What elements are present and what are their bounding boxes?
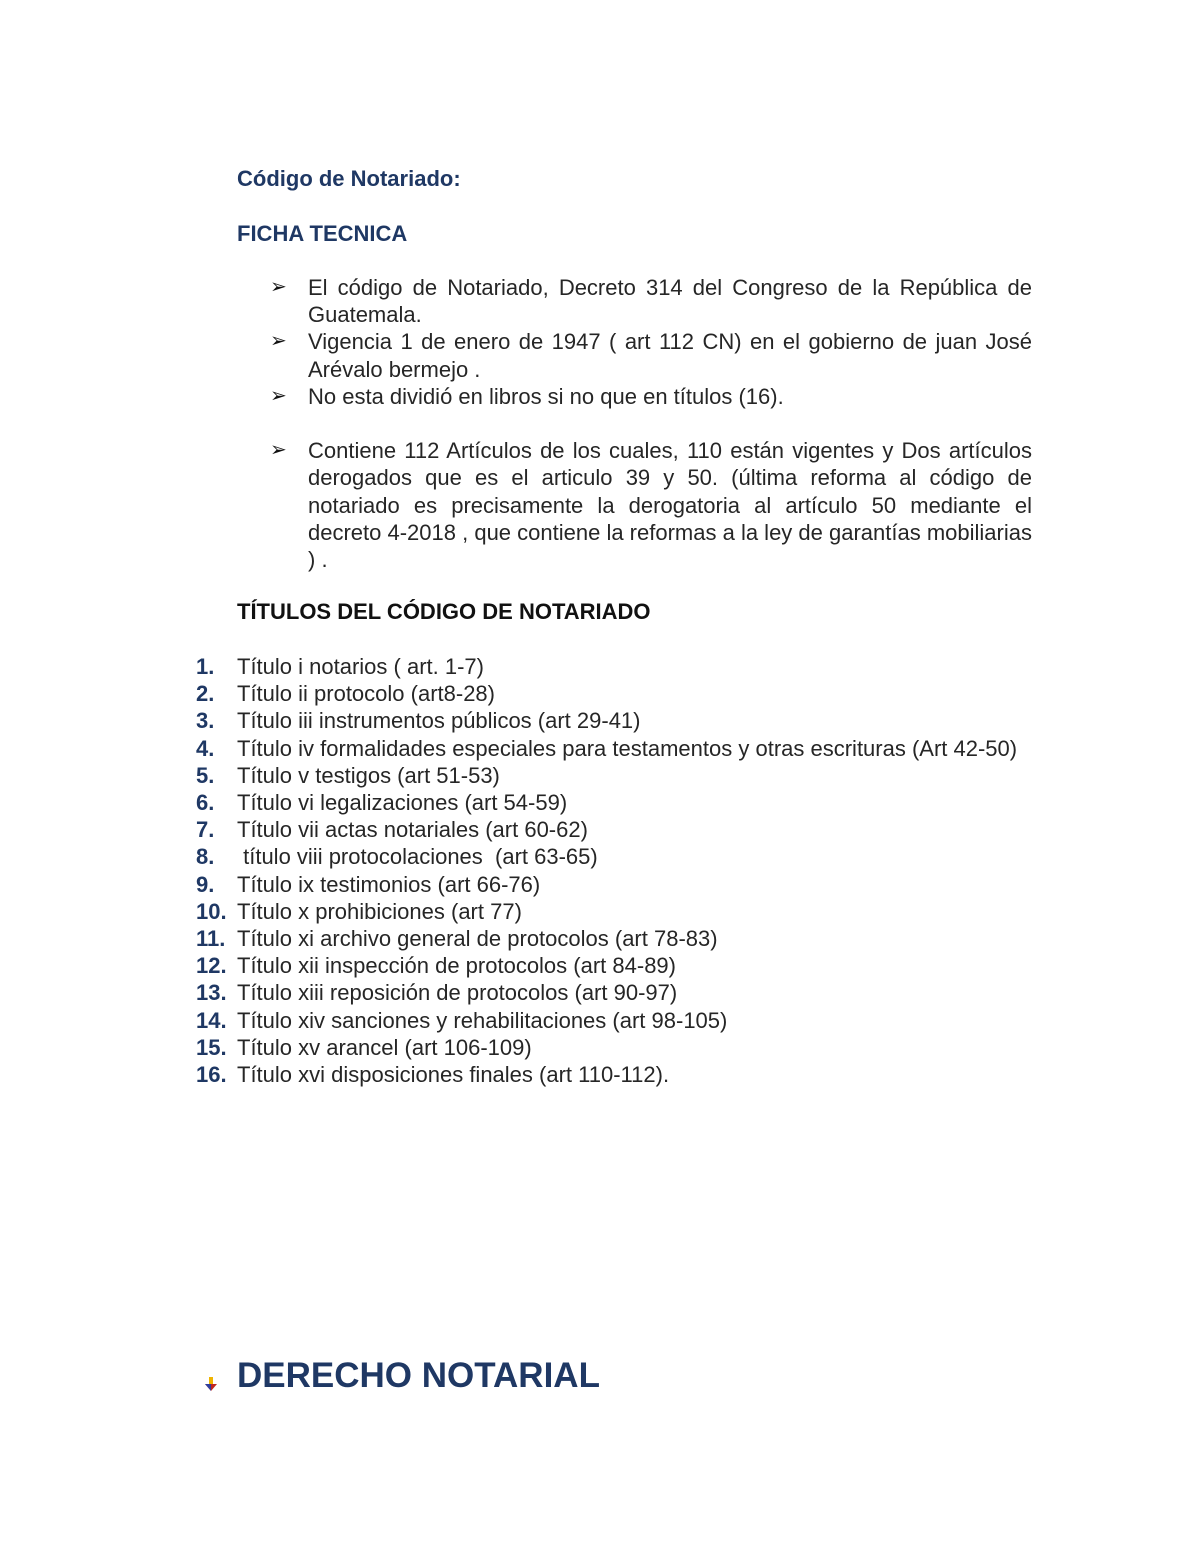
list-item-text: No esta dividió en libros si no que en títulos (16). <box>308 383 784 409</box>
list-item-text: Contiene 112 Artículos de los cuales, 110 están vigentes y Dos artículos derogados que es el articulo 39 y 50. (última reforma al código de notariado es precisamente la derogatoria al artículo 50 mediante el decreto 4-2018 , que contiene la reformas a la ley de garantías mobiliarias ) . <box>308 438 1032 573</box>
list-item <box>196 843 1032 870</box>
list-item <box>196 789 1032 816</box>
arrowhead-bullet-icon: ➢ <box>270 330 287 353</box>
list-item-text: Título vi legalizaciones (art 54-59) <box>237 790 568 816</box>
section-heading-ficha-tecnica: FICHA TECNICA <box>237 221 408 246</box>
list-item <box>196 816 1032 843</box>
list-item-text: Título ii protocolo (art8-28) <box>237 681 495 707</box>
list-item-number: 11. <box>196 926 226 952</box>
titles-list <box>196 653 1032 1088</box>
list-item <box>196 653 1032 680</box>
list-item-number: 13. <box>196 980 227 1006</box>
list-item-number: 3. <box>196 708 215 734</box>
list-item <box>196 1034 1032 1061</box>
list-item <box>196 762 1032 789</box>
list-item-number: 16. <box>196 1062 227 1088</box>
arrowhead-bullet-icon: ➢ <box>270 439 287 462</box>
section-heading-derecho-notarial: DERECHO NOTARIAL <box>237 1356 600 1395</box>
list-item-number: 2. <box>196 681 215 707</box>
ficha-tecnica-list <box>270 274 1032 573</box>
list-item-number: 8. <box>196 844 215 870</box>
list-item <box>270 383 1032 410</box>
page-title: Código de Notariado: <box>237 166 461 191</box>
list-item-text: Título vii actas notariales (art 60-62) <box>237 817 588 843</box>
list-item <box>196 979 1032 1006</box>
list-item-text: Título i notarios ( art. 1-7) <box>237 654 484 679</box>
list-item <box>196 680 1032 707</box>
list-item <box>196 952 1032 979</box>
list-item <box>270 437 1032 573</box>
list-item-text: Título iii instrumentos públicos (art 29-41) <box>237 708 641 734</box>
section-heading-titulos: TÍTULOS DEL CÓDIGO DE NOTARIADO <box>237 599 651 624</box>
list-item-text: Título xii inspección de protocolos (art 84-89) <box>237 953 676 979</box>
list-item-number: 15. <box>196 1034 227 1060</box>
list-item-text: Título xiv sanciones y rehabilitaciones (art 98-105) <box>237 1007 728 1033</box>
list-item <box>270 274 1032 328</box>
list-item-text: El código de Notariado, Decreto 314 del Congreso de la República de Guatemala. <box>308 275 1032 328</box>
arrowhead-bullet-icon: ➢ <box>270 276 287 298</box>
list-item <box>196 1007 1032 1034</box>
list-item <box>196 707 1032 734</box>
list-item-number: 9. <box>196 871 215 897</box>
list-item-number: 14. <box>196 1007 227 1033</box>
list-item <box>196 871 1032 898</box>
list-item-number: 6. <box>196 790 215 816</box>
list-item-number: 12. <box>196 953 227 979</box>
list-item <box>196 898 1032 925</box>
list-item-number: 4. <box>196 735 215 761</box>
list-item-text: Título iv formalidades especiales para testamentos y otras escrituras (Art 42-50) <box>237 735 1018 761</box>
list-item-number: 7. <box>196 817 215 843</box>
list-item <box>196 925 1032 952</box>
list-item-text: Título xi archivo general de protocolos (art 78-83) <box>237 926 718 952</box>
list-item-text: Título xiii reposición de protocolos (art 90-97) <box>237 980 678 1006</box>
list-item <box>270 328 1032 382</box>
list-item-text: Título x prohibiciones (art 77) <box>237 898 522 924</box>
list-item-number: 1. <box>196 654 215 679</box>
list-item-number: 5. <box>196 762 215 788</box>
list-item-text: Título v testigos (art 51-53) <box>237 762 500 788</box>
list-item-text: título viii protocolaciones (art 63-65) <box>237 844 598 870</box>
list-item-text: Vigencia 1 de enero de 1947 ( art 112 CN) en el gobierno de juan José Arévalo bermejo . <box>308 329 1032 382</box>
arrow-down-bullet-icon <box>203 1376 219 1392</box>
list-item-text: Título ix testimonios (art 66-76) <box>237 871 541 897</box>
list-item-text: Título xv arancel (art 106-109) <box>237 1034 532 1060</box>
list-item-text: Título xvi disposiciones finales (art 110-112). <box>237 1062 670 1088</box>
list-item <box>196 735 1032 762</box>
list-item <box>196 1061 1032 1088</box>
list-item-number: 10. <box>196 898 227 924</box>
arrowhead-bullet-icon: ➢ <box>270 384 287 407</box>
